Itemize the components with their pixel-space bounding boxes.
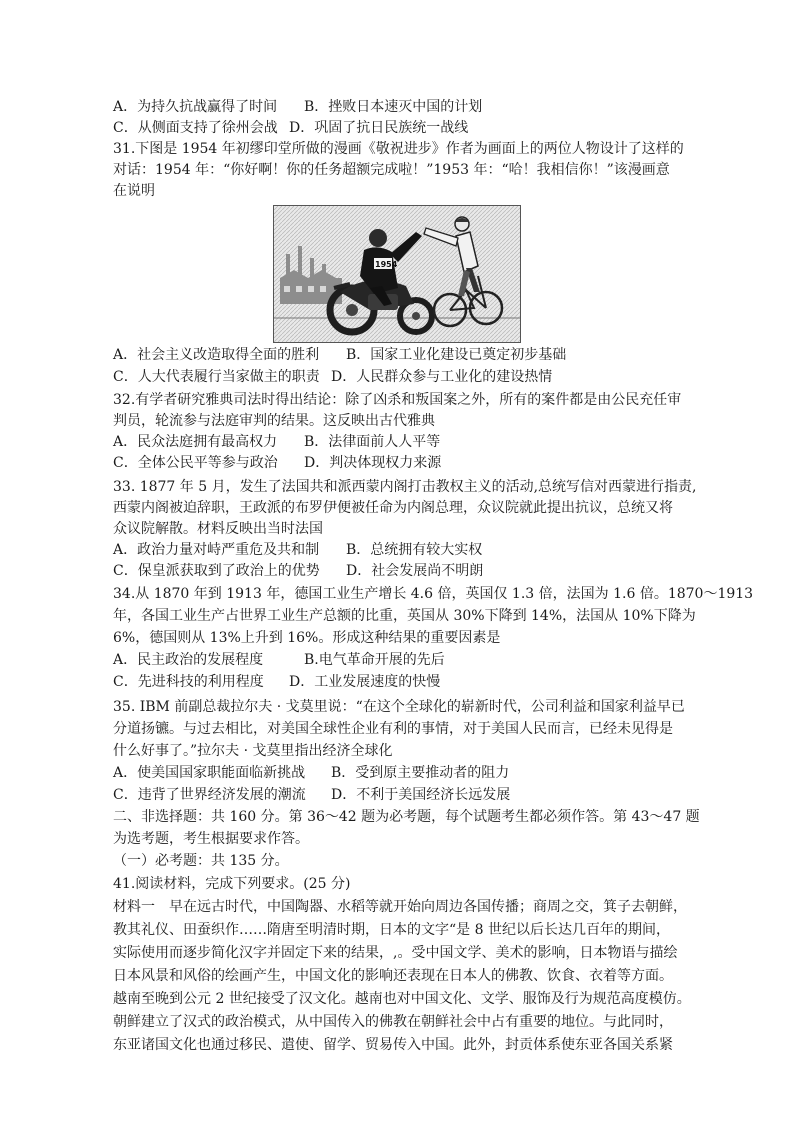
material-line: 日本风景和风俗的绘画产生，中国文化的影响还表现在日本人的佛教、饮食、衣着等方面。	[113, 968, 673, 984]
material-line: 越南至晚到公元 2 世纪接受了汉文化。越南也对中国文化、文学、服饰及行为规范高度模仿。	[113, 991, 691, 1007]
section-subheading: （一）必考题：共 135 分。	[113, 853, 289, 869]
q33-stem-line: 33. 1877 年 5 月，发生了法国共和派西蒙内阁打击教权主义的活动,总统写信对西蒙进行指责,	[113, 479, 697, 495]
q35-option-d: D．不利于美国经济长远发展	[331, 787, 511, 803]
q35-option-c: C．违背了世界经济发展的潮流	[113, 787, 306, 803]
q31-stem-line: 在说明	[113, 183, 155, 199]
q31-stem-line: 31.下图是 1954 年初缪印堂所做的漫画《敬祝进步》作者为画面上的两位人物设计了这样的	[113, 141, 684, 157]
q31-option-a: A．社会主义改造取得全面的胜利	[113, 347, 320, 363]
q34-stem-line: 年，各国工业生产占世界工业生产总额的比重，英国从 30%下降到 14%，法国从 10%下降为	[113, 608, 696, 624]
material-line: 教其礼仪、田蚕织作……隋唐至明清时期，日本的文字“是 8 世纪以后长达几百年的期间，	[113, 922, 670, 938]
material-line: 朝鲜建立了汉式的政治模式，从中国传入的佛教在朝鲜社会中占有重要的地位。与此同时，	[113, 1014, 673, 1030]
q34-option-c: C．先进科技的利用程度	[113, 674, 264, 690]
q33-option-a: A．政治力量对峙严重危及共和制	[113, 542, 320, 558]
q34-stem-line: 34.从 1870 年到 1913 年，德国工业生产增长 4.6 倍，英国仅 1.3 倍，法国为 1.6 倍。1870～1913	[113, 586, 754, 602]
q34-option-d: D．工业发展速度的快慢	[289, 674, 441, 690]
q33-option-d: D．社会发展尚不明朗	[346, 563, 484, 579]
q32-option-b: B．法律面前人人平等	[304, 434, 441, 450]
cartoon-figure	[273, 205, 521, 343]
rider-number-label: 1954	[375, 260, 398, 269]
material-line: 材料一 早在远古时代，中国陶器、水稻等就开始向周边各国传播；商周之交，箕子去朝鲜，	[113, 899, 687, 915]
section-heading-line: 为选考题，考生根据要求作答。	[113, 831, 309, 847]
q33-option-b: B．总统拥有较大实权	[346, 542, 483, 558]
q35-stem-line: 分道扬镳。与过去相比，对美国全球性企业有利的事情，对于美国人民而言，已经未见得是	[113, 721, 673, 737]
q30-option-d: D．巩固了抗日民族统一战线	[289, 120, 469, 136]
q32-option-d: D．判决体现权力来源	[304, 455, 442, 471]
material-line: 实际使用而逐步简化汉字并固定下来的结果，,。受中国文学、美术的影响，日本物语与描绘	[113, 945, 678, 961]
cartoon-illustration	[274, 206, 520, 342]
q32-stem-line: 32.有学者研究雅典司法时得出结论：除了凶杀和叛国案之外，所有的案件都是由公民充任审	[113, 392, 682, 408]
q34-option-a: A．民主政治的发展程度	[113, 652, 264, 668]
q33-stem-line: 众议院解散。材料反映出当时法国	[113, 521, 323, 537]
q35-stem-line: 35. IBM 前副总裁拉尔夫 · 戈莫里说：“在这个全球化的崭新时代，公司利益和国家利益早已	[113, 699, 685, 715]
q33-stem-line: 西蒙内阁被迫辞职，王政派的布罗伊便被任命为内阁总理，众议院就此提出抗议，总统又将	[113, 500, 673, 516]
q30-option-b: B．挫败日本速灭中国的计划	[304, 99, 483, 115]
q35-stem-line: 什么好事了。”拉尔夫 · 戈莫里指出经济全球化	[113, 743, 393, 759]
q32-option-c: C．全体公民平等参与政治	[113, 455, 278, 471]
q32-stem-line: 判员，轮流参与法庭审判的结果。这反映出古代雅典	[113, 413, 435, 429]
q32-option-a: A．民众法庭拥有最高权力	[113, 434, 278, 450]
q41-title: 41.阅读材料，完成下列要求。(25 分)	[113, 876, 351, 892]
q31-option-c: C．人大代表履行当家做主的职责	[113, 369, 320, 385]
q35-option-b: B．受到原主要推动者的阻力	[331, 765, 510, 781]
q30-option-a: A．为持久抗战赢得了时间	[113, 99, 278, 115]
q31-option-d: D．人民群众参与工业化的建设热情	[331, 369, 553, 385]
q30-option-c: C．从侧面支持了徐州会战	[113, 120, 278, 136]
q34-stem-line: 6%，德国则从 13%上升到 16%。形成这种结果的重要因素是	[113, 630, 501, 646]
q31-option-b: B．国家工业化建设已奠定初步基础	[346, 347, 567, 363]
q34-option-b: B.电气革命开展的先后	[304, 652, 445, 668]
material-line: 东亚诸国文化也通过移民、遣使、留学、贸易传入中国。此外，封贡体系使东亚各国关系紧	[113, 1037, 673, 1053]
section-heading-line: 二、非选择题：共 160 分。第 36～42 题为必考题，每个试题考生都必须作答。第 43～47 题	[113, 809, 700, 825]
q33-option-c: C．保皇派获取到了政治上的优势	[113, 563, 320, 579]
q35-option-a: A．使美国国家职能面临新挑战	[113, 765, 306, 781]
q31-stem-line: 对话：1954 年：“你好啊！你的任务超额完成啦！”1953 年：“哈！我相信你！”该漫画意	[113, 162, 670, 178]
